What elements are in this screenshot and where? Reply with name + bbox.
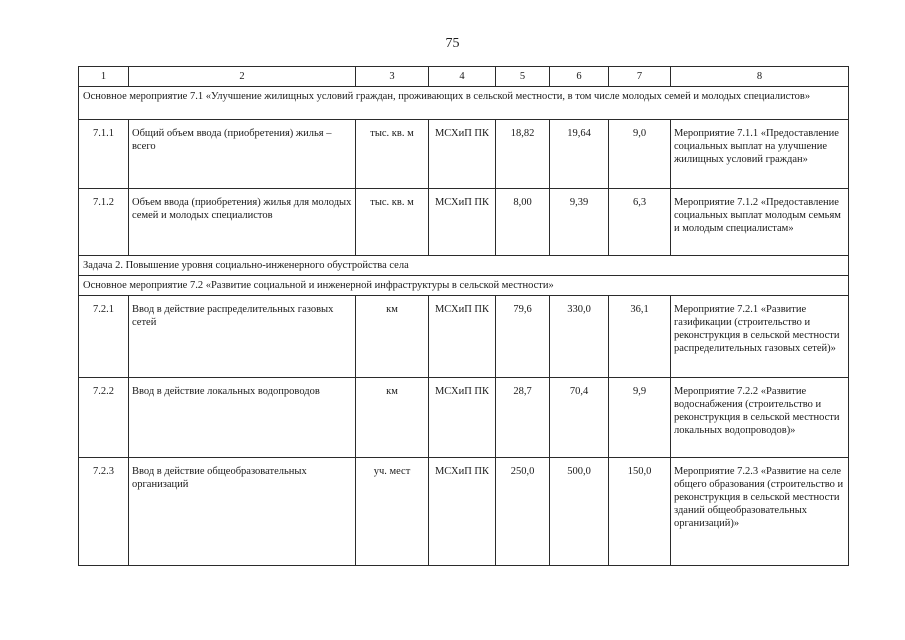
table-row <box>79 120 849 189</box>
task-row-2 <box>79 256 849 276</box>
value-col-7: 150,0 <box>609 458 671 566</box>
value-col-7: 9,9 <box>609 378 671 458</box>
row-number: 7.1.2 <box>79 189 129 256</box>
row-number: 7.2.3 <box>79 458 129 566</box>
value-col-5: 18,82 <box>496 120 550 189</box>
responsible-organization: МСХиП ПК <box>429 189 496 256</box>
table-row <box>79 189 849 256</box>
responsible-organization: МСХиП ПК <box>429 120 496 189</box>
responsible-organization: МСХиП ПК <box>429 458 496 566</box>
indicators-table <box>78 66 849 566</box>
unit: км <box>356 296 429 378</box>
indicator-name: Ввод в действие локальных водопроводов <box>129 378 356 458</box>
row-number: 7.2.2 <box>79 378 129 458</box>
event-description: Мероприятие 7.2.1 «Развитие газификации (строительство и реконструкция в сельской местности распределительных газовых сетей)» <box>671 296 849 378</box>
table-row <box>79 458 849 566</box>
unit: уч. мест <box>356 458 429 566</box>
row-number: 7.2.1 <box>79 296 129 378</box>
value-col-6: 70,4 <box>550 378 609 458</box>
task-title-2: Задача 2. Повышение уровня социально-инженерного обустройства села <box>79 256 849 276</box>
column-number: 5 <box>496 67 550 87</box>
row-number: 7.1.1 <box>79 120 129 189</box>
event-description: Мероприятие 7.2.2 «Развитие водоснабжения (строительство и реконструкция в сельской местности локальных водопроводов)» <box>671 378 849 458</box>
column-number: 4 <box>429 67 496 87</box>
column-number: 3 <box>356 67 429 87</box>
value-col-7: 36,1 <box>609 296 671 378</box>
value-col-5: 250,0 <box>496 458 550 566</box>
value-col-7: 9,0 <box>609 120 671 189</box>
value-col-6: 19,64 <box>550 120 609 189</box>
indicator-name: Ввод в действие общеобразовательных организаций <box>129 458 356 566</box>
value-col-5: 8,00 <box>496 189 550 256</box>
event-description: Мероприятие 7.1.1 «Предоставление социальных выплат на улучшение жилищных условий граждан» <box>671 120 849 189</box>
column-number: 8 <box>671 67 849 87</box>
indicator-name: Объем ввода (приобретения) жилья для молодых семей и молодых специалистов <box>129 189 356 256</box>
section-row-7-1 <box>79 87 849 120</box>
value-col-6: 330,0 <box>550 296 609 378</box>
unit: тыс. кв. м <box>356 120 429 189</box>
section-row-7-2 <box>79 276 849 296</box>
page-number: 75 <box>445 36 460 51</box>
event-description: Мероприятие 7.1.2 «Предоставление социальных выплат молодым семьям и молодым специалистам» <box>671 189 849 256</box>
unit: тыс. кв. м <box>356 189 429 256</box>
indicator-name: Ввод в действие распределительных газовых сетей <box>129 296 356 378</box>
value-col-6: 9,39 <box>550 189 609 256</box>
section-title-7-2: Основное мероприятие 7.2 «Развитие социальной и инженерной инфраструктуры в сельской местности» <box>79 276 849 296</box>
indicator-name: Общий объем ввода (приобретения) жилья – всего <box>129 120 356 189</box>
value-col-5: 28,7 <box>496 378 550 458</box>
responsible-organization: МСХиП ПК <box>429 378 496 458</box>
column-number: 7 <box>609 67 671 87</box>
section-title-7-1: Основное мероприятие 7.1 «Улучшение жилищных условий граждан, проживающих в сельской местности, в том числе молодых семей и молодых специалистов» <box>79 87 849 120</box>
value-col-7: 6,3 <box>609 189 671 256</box>
unit: км <box>356 378 429 458</box>
value-col-6: 500,0 <box>550 458 609 566</box>
column-number-row <box>79 67 849 87</box>
column-number: 6 <box>550 67 609 87</box>
table-row <box>79 378 849 458</box>
column-number: 2 <box>129 67 356 87</box>
column-number: 1 <box>79 67 129 87</box>
table-row <box>79 296 849 378</box>
event-description: Мероприятие 7.2.3 «Развитие на селе общего образования (строительство и реконструкция в сельской местности зданий общеобразовательных организаций)» <box>671 458 849 566</box>
responsible-organization: МСХиП ПК <box>429 296 496 378</box>
value-col-5: 79,6 <box>496 296 550 378</box>
